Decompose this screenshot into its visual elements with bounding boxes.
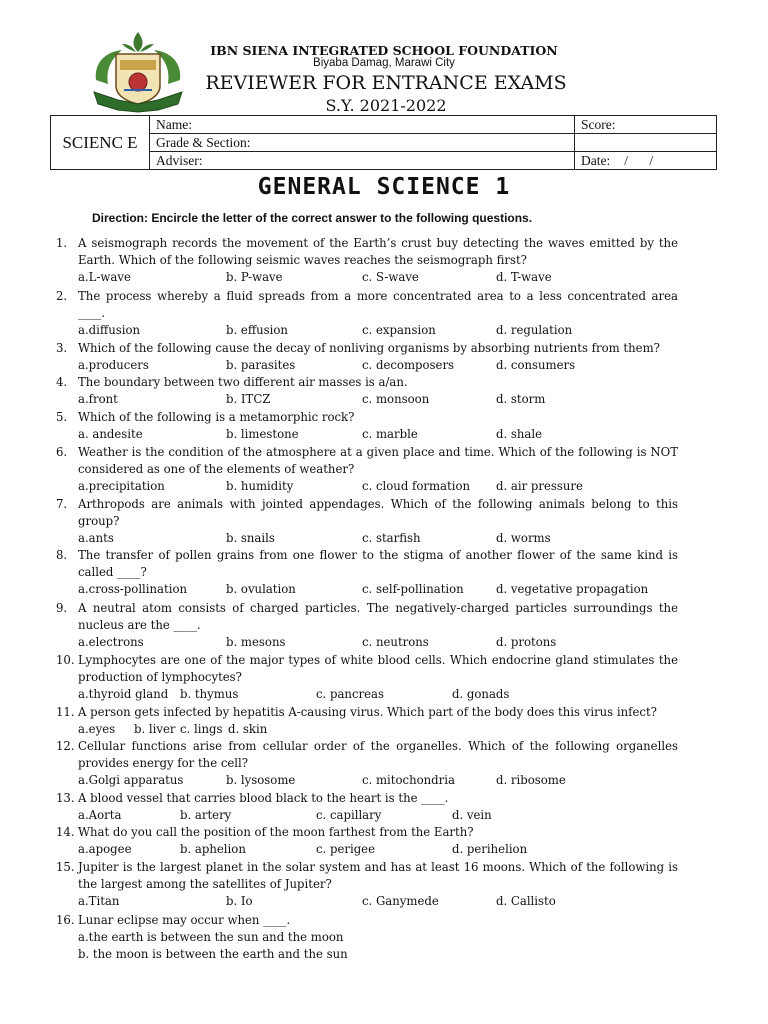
option-a[interactable]: a.Aorta <box>78 808 122 822</box>
option-a[interactable]: a.eyes <box>78 722 116 736</box>
question-8 <box>56 547 678 598</box>
option-c[interactable]: c. Ganymede <box>362 894 439 908</box>
question-stem: A person gets infected by hepatitis A-causing virus. Which part of the body does this virus infect? <box>78 705 657 719</box>
option-d[interactable]: d. T-wave <box>496 270 552 284</box>
option-b[interactable]: b. liver <box>134 722 176 736</box>
options-row <box>78 322 678 339</box>
question-number: 12. <box>56 739 75 753</box>
option-d[interactable]: d. skin <box>228 722 268 736</box>
options-row <box>78 721 678 738</box>
question-stem: A seismograph records the movement of the Earth’s crust buy detecting the waves emitted by the Earth. Which of the following seismic waves reaches the seismograph first? <box>78 236 678 267</box>
option-d[interactable]: d. shale <box>496 427 543 441</box>
option-d[interactable]: d. vegetative propagation <box>496 582 649 596</box>
option-b[interactable]: b. parasites <box>226 358 296 372</box>
option-a[interactable]: a.ants <box>78 531 114 545</box>
option-a[interactable]: a.Titan <box>78 894 120 908</box>
name-field[interactable]: Name: <box>150 116 575 134</box>
option-c[interactable]: c. perigee <box>316 842 376 856</box>
option-a[interactable]: a.cross-pollination <box>78 582 188 596</box>
option-a[interactable]: a.diffusion <box>78 323 141 337</box>
question-number: 1. <box>56 236 68 250</box>
question-number: 16. <box>56 913 75 927</box>
options-row <box>78 893 678 910</box>
date-label: Date: <box>581 152 611 168</box>
option-d[interactable]: d. regulation <box>496 323 573 337</box>
question-13 <box>56 790 678 824</box>
options-row <box>78 530 678 547</box>
options-row <box>78 478 678 495</box>
option-d[interactable]: d. ribosome <box>496 773 566 787</box>
option-a[interactable]: a.producers <box>78 358 149 372</box>
options-row <box>78 269 678 286</box>
question-number: 6. <box>56 445 68 459</box>
question-4 <box>56 374 678 408</box>
question-stem: What do you call the position of the moon farthest from the Earth? <box>78 825 474 839</box>
question-number: 9. <box>56 601 68 615</box>
score-field[interactable]: Score: <box>575 116 717 134</box>
question-stem: Jupiter is the largest planet in the solar system and has at least 16 moons. Which of the following is the largest among the satellites of Jupiter? <box>78 860 678 891</box>
option-b[interactable]: b. aphelion <box>180 842 246 856</box>
option-d[interactable]: d. gonads <box>452 687 510 701</box>
question-number: 5. <box>56 410 68 424</box>
options-row <box>78 426 678 443</box>
options-row <box>78 357 678 374</box>
question-stem: The process whereby a fluid spreads from a more concentrated area to a less concentrated area ____. <box>78 289 678 320</box>
option-b[interactable]: b. artery <box>180 808 232 822</box>
option-c[interactable]: c. capillary <box>316 808 382 822</box>
question-stem: Lunar eclipse may occur when ____. <box>78 913 291 927</box>
question-stem: The transfer of pollen grains from one flower to the stigma of another flower of the same kind is called ____? <box>78 548 678 579</box>
option-d[interactable]: d. storm <box>496 392 546 406</box>
question-stem: A blood vessel that carries blood black to the heart is the ____. <box>78 791 449 805</box>
direction-text: Direction: Encircle the letter of the correct answer to the following questions. <box>92 211 533 225</box>
school-name: IBN SIENA INTEGRATED SCHOOL FOUNDATION <box>210 43 558 58</box>
option-a[interactable]: a.apogee <box>78 842 132 856</box>
question-stem: Weather is the condition of the atmosphere at a given place and time. Which of the following is NOT considered as one of the elements of weather? <box>78 445 678 476</box>
question-number: 7. <box>56 497 68 511</box>
question-16 <box>56 912 678 963</box>
option-b[interactable]: b. snails <box>226 531 275 545</box>
question-6 <box>56 444 678 495</box>
question-5 <box>56 409 678 443</box>
question-number: 13. <box>56 791 75 805</box>
options-row <box>78 634 678 651</box>
option-d[interactable]: d. Callisto <box>496 894 556 908</box>
option-c[interactable]: c. decomposers <box>362 358 455 372</box>
score-blank-cell <box>575 134 717 152</box>
question-12 <box>56 738 678 789</box>
question-3 <box>56 340 678 374</box>
option-c[interactable]: c. mitochondria <box>362 773 455 787</box>
question-1 <box>56 235 678 286</box>
school-year: S.Y. 2021-2022 <box>325 96 447 115</box>
option-c[interactable]: c. expansion <box>362 323 436 337</box>
option-a[interactable]: a.L-wave <box>78 270 131 284</box>
option-b[interactable]: b. lysosome <box>226 773 296 787</box>
question-7 <box>56 496 678 547</box>
question-stem: A neutral atom consists of charged particles. The negatively-charged particles surroundings the nucleus are the ____. <box>78 601 678 632</box>
option-c[interactable]: c. monsoon <box>362 392 430 406</box>
page-title: GENERAL SCIENCE 1 <box>257 174 511 200</box>
adviser-field[interactable]: Adviser: <box>150 152 575 170</box>
options-row <box>78 841 678 858</box>
option-d[interactable]: d. vein <box>452 808 492 822</box>
option-b[interactable]: b. P-wave <box>226 270 283 284</box>
question-stem: Cellular functions arise from cellular order of the organelles. Which of the following organelles provides energy for the cell? <box>78 739 678 770</box>
option-d[interactable]: d. consumers <box>496 358 576 372</box>
question-stem: Arthropods are animals with jointed appendages. Which of the following animals belong to this group? <box>78 497 678 528</box>
question-15 <box>56 859 678 910</box>
question-number: 8. <box>56 548 68 562</box>
option-c[interactable]: c. marble <box>362 427 418 441</box>
question-stem: The boundary between two different air masses is a/an. <box>78 375 408 389</box>
student-info-table <box>50 115 717 170</box>
option-a[interactable]: a.front <box>78 392 118 406</box>
options-row <box>78 686 678 703</box>
question-number: 10. <box>56 653 75 667</box>
option-b[interactable]: b. ITCZ <box>226 392 271 406</box>
question-9 <box>56 600 678 651</box>
option-d[interactable]: d. perihelion <box>452 842 528 856</box>
question-number: 11. <box>56 705 75 719</box>
option-d[interactable]: d. air pressure <box>496 479 583 493</box>
question-number: 2. <box>56 289 68 303</box>
option-c[interactable]: c. self-pollination <box>362 582 464 596</box>
question-stem: Which of the following cause the decay of nonliving organisms by absorbing nutrients from them? <box>78 341 660 355</box>
question-number: 15. <box>56 860 75 874</box>
grade-section-field[interactable]: Grade & Section: <box>150 134 575 152</box>
options-row <box>78 391 678 408</box>
subject-cell: SCIENC E <box>51 116 150 170</box>
option-c[interactable]: c. starfish <box>362 531 421 545</box>
question-stem: Lymphocytes are one of the major types of white blood cells. Which endocrine gland stimulates the production of lymphocytes? <box>78 653 678 684</box>
school-address: Biyaba Damag, Marawi City <box>313 57 455 69</box>
options-row <box>78 807 678 824</box>
option-b[interactable]: b. limestone <box>226 427 299 441</box>
option-b[interactable]: b. humidity <box>226 479 294 493</box>
option-a[interactable]: a.Golgi apparatus <box>78 773 184 787</box>
option-a[interactable]: a.precipitation <box>78 479 165 493</box>
date-field[interactable] <box>575 152 717 170</box>
option-b[interactable]: b. the moon is between the earth and the sun <box>78 947 348 961</box>
option-b[interactable]: b. effusion <box>226 323 288 337</box>
question-14 <box>56 824 678 858</box>
option-a[interactable]: a.the earth is between the sun and the moon <box>78 930 344 944</box>
option-b[interactable]: b. thymus <box>180 687 239 701</box>
option-d[interactable]: d. worms <box>496 531 551 545</box>
question-number: 3. <box>56 341 68 355</box>
options-row <box>78 772 678 789</box>
question-number: 14. <box>56 825 75 839</box>
question-10 <box>56 652 678 703</box>
option-c[interactable]: c. pancreas <box>316 687 384 701</box>
question-stem: Which of the following is a metamorphic rock? <box>78 410 355 424</box>
option-b[interactable]: b. ovulation <box>226 582 296 596</box>
question-11 <box>56 704 678 738</box>
option-c[interactable]: c. lings <box>180 722 223 736</box>
option-d[interactable]: d. protons <box>496 635 557 649</box>
option-a[interactable]: a.thyroid gland <box>78 687 169 701</box>
options-row <box>78 581 678 598</box>
option-c[interactable]: c. neutrons <box>362 635 429 649</box>
date-value: / / <box>624 152 654 168</box>
option-c[interactable]: c. S-wave <box>362 270 419 284</box>
question-2 <box>56 288 678 339</box>
option-a[interactable]: a. andesite <box>78 427 143 441</box>
option-b[interactable]: b. mesons <box>226 635 286 649</box>
option-c[interactable]: c. cloud formation <box>362 479 471 493</box>
exam-title: REVIEWER FOR ENTRANCE EXAMS <box>205 72 567 94</box>
option-b[interactable]: b. Io <box>226 894 253 908</box>
question-number: 4. <box>56 375 68 389</box>
option-a[interactable]: a.electrons <box>78 635 144 649</box>
